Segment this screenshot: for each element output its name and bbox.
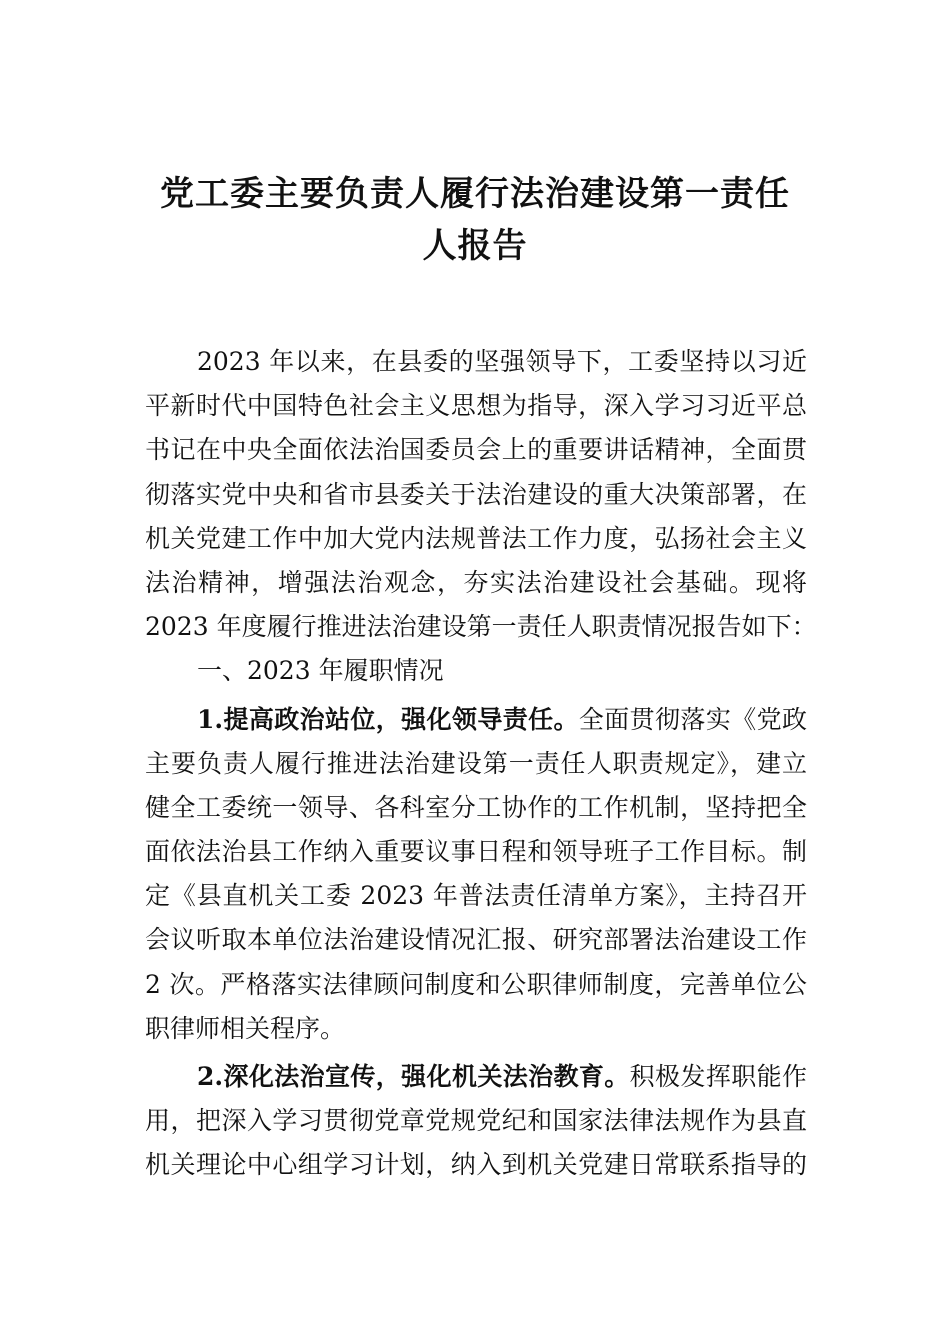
paragraph-line: 机关党建工作中加大党内法规普法工作力度，弘扬社会主义 bbox=[145, 523, 807, 553]
paragraph-line: 用，把深入学习贯彻党章党规党纪和国家法律法规作为县直 bbox=[145, 1106, 807, 1136]
paragraph-line bbox=[145, 1055, 807, 1099]
item-2-lead: 2.深化法治宣传，强化机关法治教育。 bbox=[197, 1062, 630, 1091]
paragraph-line: 2023 年度履行推进法治建设第一责任人职责情况报告如下： bbox=[145, 612, 817, 642]
paragraph-line: 书记在中央全面依法治国委员会上的重要讲话精神，全面贯 bbox=[145, 435, 807, 465]
section-heading: 一、2023 年履职情况 bbox=[197, 656, 444, 686]
document-body bbox=[145, 340, 817, 1188]
paragraph-line: 彻落实党中央和省市县委关于法治建设的重大决策部署，在 bbox=[145, 479, 807, 509]
paragraph-line: 面依法治县工作纳入重要议事日程和领导班子工作目标。制 bbox=[145, 837, 807, 867]
paragraph-line: 会议听取本单位法治建设情况汇报、研究部署法治建设工作 bbox=[145, 925, 807, 955]
paragraph-line: 2023 年以来，在县委的坚强领导下，工委坚持以习近 bbox=[197, 347, 807, 376]
item-1-lead-rest: 全面贯彻落实《党政 bbox=[578, 704, 807, 734]
paragraph-line: 机关理论中心组学习计划，纳入到机关党建日常联系指导的 bbox=[145, 1150, 807, 1180]
paragraph-line bbox=[145, 698, 807, 742]
item-2-paragraph bbox=[145, 1055, 807, 1188]
item-2-lead-rest: 积极发挥职能作 bbox=[629, 1062, 807, 1091]
item-1-lead: 1.提高政治站位，强化领导责任。 bbox=[197, 704, 579, 734]
paragraph-line: 主要负责人履行推进法治建设第一责任人职责规定》，建立 bbox=[145, 748, 807, 778]
item-1-paragraph bbox=[145, 698, 807, 1052]
paragraph-line: 平新时代中国特色社会主义思想为指导，深入学习习近平总 bbox=[145, 391, 807, 421]
intro-paragraph bbox=[145, 340, 817, 649]
paragraph-line: 定《县直机关工委 2023 年普法责任清单方案》，主持召开 bbox=[145, 881, 807, 911]
document-title-line-2: 人报告 bbox=[422, 226, 528, 266]
paragraph-line: 2 次。严格落实法律顾问制度和公职律师制度，完善单位公 bbox=[145, 969, 807, 999]
paragraph-line: 职律师相关程序。 bbox=[145, 1013, 346, 1043]
paragraph-line: 健全工委统一领导、各科室分工协作的工作机制，坚持把全 bbox=[145, 792, 807, 822]
document-title-line-1: 党工委主要负责人履行法治建设第一责任 bbox=[160, 174, 790, 214]
paragraph-line: 法治精神，增强法治观念，夯实法治建设社会基础。现将 bbox=[145, 567, 807, 597]
